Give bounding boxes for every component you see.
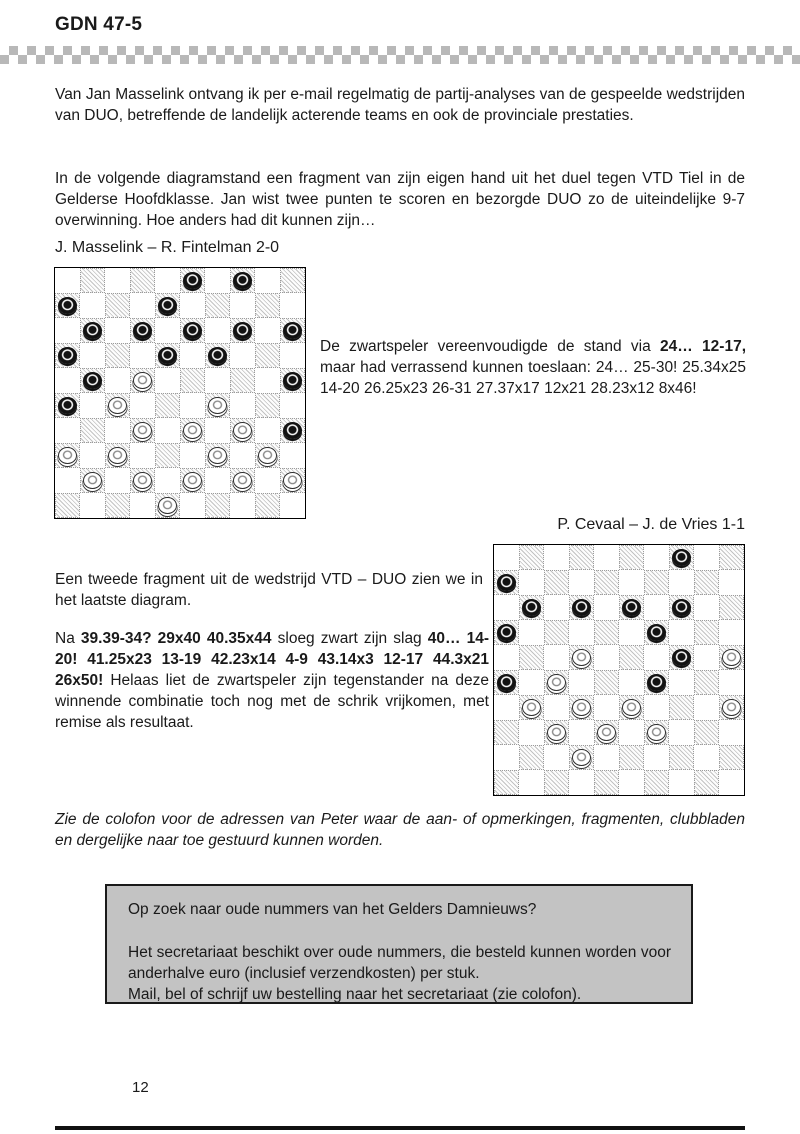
analysis-text: maar had verrassend kunnen toeslaan: 24… 25-30! 25.34x25 14-20 26.25x23 26-31 27.37x17 12x21 28.23x12 8x46! — [320, 359, 746, 397]
light-square — [669, 770, 694, 795]
black-piece — [208, 347, 227, 364]
dark-square — [180, 368, 205, 393]
black-piece — [622, 599, 641, 616]
game-2-intro: Een tweede fragment uit de wedstrijd VTD – DUO zien we in het laatste diagram. — [55, 571, 483, 609]
back-issues-box — [105, 884, 693, 1004]
light-square — [644, 745, 669, 770]
intro-paragraph-2: In de volgende diagramstand een fragment van zijn eigen hand uit het duel tegen VTD Tiel in de Gelderse Hoofdklasse. Jan wist twee punten te scoren en bezorgde DUO zo de uiteindelijke 9-7 overwinning. Hoe anders had dit kunnen zijn… — [55, 170, 745, 229]
dark-square — [519, 645, 544, 670]
white-piece — [108, 397, 127, 414]
white-piece — [722, 699, 741, 716]
intro-paragraph-1: Van Jan Masselink ontvang ik per e-mail regelmatig de partij-analyses van de gespeelde wedstrijden van DUO, betreffende de landelijk acterende teams en ook de provinciale prestaties. — [55, 86, 745, 124]
dark-square — [105, 293, 130, 318]
light-square — [494, 695, 519, 720]
black-piece — [647, 624, 666, 641]
light-square — [80, 443, 105, 468]
white-piece — [572, 749, 591, 766]
light-square — [719, 720, 744, 745]
dark-square — [55, 343, 80, 368]
dark-square — [105, 443, 130, 468]
dark-square — [130, 318, 155, 343]
white-piece — [133, 422, 152, 439]
dark-square — [155, 393, 180, 418]
dark-square — [619, 745, 644, 770]
light-square — [55, 468, 80, 493]
light-square — [669, 570, 694, 595]
dark-square — [669, 695, 694, 720]
analysis-text: sloeg zwart zijn slag — [271, 630, 428, 647]
dark-square — [719, 745, 744, 770]
dark-square — [155, 443, 180, 468]
white-piece — [108, 447, 127, 464]
dark-square — [180, 418, 205, 443]
black-piece — [283, 372, 302, 389]
black-piece — [158, 297, 177, 314]
dark-square — [130, 418, 155, 443]
dark-square — [519, 595, 544, 620]
black-piece — [158, 347, 177, 364]
light-square — [669, 620, 694, 645]
dark-square — [669, 595, 694, 620]
light-square — [494, 745, 519, 770]
light-square — [619, 620, 644, 645]
light-square — [694, 545, 719, 570]
black-piece — [672, 549, 691, 566]
white-piece — [83, 472, 102, 489]
light-square — [230, 343, 255, 368]
dark-square — [205, 393, 230, 418]
dark-square — [255, 443, 280, 468]
light-square — [205, 318, 230, 343]
light-square — [55, 368, 80, 393]
dark-square — [494, 720, 519, 745]
light-square — [155, 268, 180, 293]
dark-square — [544, 620, 569, 645]
game-2-heading: P. Cevaal – J. de Vries 1-1 — [557, 516, 745, 533]
dark-square — [719, 695, 744, 720]
dark-square — [694, 770, 719, 795]
light-square — [569, 770, 594, 795]
dark-square — [80, 368, 105, 393]
dark-square — [544, 770, 569, 795]
dark-square — [280, 368, 305, 393]
black-piece — [133, 322, 152, 339]
dark-square — [569, 695, 594, 720]
white-piece — [208, 447, 227, 464]
dark-square — [105, 393, 130, 418]
dark-square — [619, 645, 644, 670]
light-square — [719, 670, 744, 695]
light-square — [519, 570, 544, 595]
dark-square — [519, 745, 544, 770]
light-square — [255, 318, 280, 343]
dark-square — [255, 343, 280, 368]
dark-square — [205, 293, 230, 318]
white-piece — [722, 649, 741, 666]
light-square — [205, 368, 230, 393]
dark-square — [594, 670, 619, 695]
dark-square — [280, 318, 305, 343]
white-piece — [522, 699, 541, 716]
light-square — [694, 745, 719, 770]
footer-rule — [55, 1126, 745, 1130]
back-issues-body-1: Het secretariaat beschikt over oude nummers, die besteld kunnen worden voor anderhalve euro (inclusief verzendkosten) per stuk. — [128, 944, 671, 982]
light-square — [205, 268, 230, 293]
dark-square — [130, 268, 155, 293]
dark-square — [569, 745, 594, 770]
dark-square — [719, 645, 744, 670]
light-square — [105, 318, 130, 343]
analysis-text: Helaas liet de zwartspeler zijn tegenstander na deze winnende combinatie toch nog met de schrik vrijkomen, met remise als resultaat. — [55, 672, 489, 731]
light-square — [544, 595, 569, 620]
draughts-board-1 — [54, 267, 306, 519]
light-square — [230, 293, 255, 318]
light-square — [55, 318, 80, 343]
checkerboard-divider — [0, 46, 800, 64]
light-square — [594, 645, 619, 670]
light-square — [105, 468, 130, 493]
light-square — [180, 393, 205, 418]
dark-square — [205, 443, 230, 468]
dark-square — [494, 670, 519, 695]
moves-bold-text: 24… 12-17, — [660, 338, 747, 355]
light-square — [519, 770, 544, 795]
light-square — [694, 595, 719, 620]
white-piece — [233, 472, 252, 489]
white-piece — [133, 472, 152, 489]
white-piece — [183, 472, 202, 489]
light-square — [594, 745, 619, 770]
light-square — [519, 670, 544, 695]
light-square — [130, 443, 155, 468]
dark-square — [644, 620, 669, 645]
dark-square — [80, 418, 105, 443]
white-piece — [622, 699, 641, 716]
back-issues-title: Op zoek naar oude nummers van het Gelders Damnieuws? — [128, 901, 537, 918]
dark-square — [569, 545, 594, 570]
light-square — [155, 368, 180, 393]
dark-square — [544, 570, 569, 595]
black-piece — [647, 674, 666, 691]
moves-bold-text: 40… 14-20! 41.25x23 13-19 42.23x14 4-9 43.14x3 12-17 44.3x21 26x50! — [55, 630, 490, 689]
dark-square — [180, 468, 205, 493]
light-square — [569, 620, 594, 645]
dark-square — [719, 595, 744, 620]
white-piece — [283, 472, 302, 489]
light-square — [719, 770, 744, 795]
dark-square — [544, 720, 569, 745]
dark-square — [494, 570, 519, 595]
black-piece — [497, 624, 516, 641]
white-piece — [597, 724, 616, 741]
dark-square — [280, 418, 305, 443]
light-square — [544, 645, 569, 670]
black-piece — [283, 422, 302, 439]
light-square — [594, 545, 619, 570]
light-square — [180, 293, 205, 318]
light-square — [619, 720, 644, 745]
dark-square — [544, 670, 569, 695]
light-square — [669, 670, 694, 695]
light-square — [719, 570, 744, 595]
light-square — [494, 595, 519, 620]
page-title: GDN 47-5 — [55, 14, 143, 35]
black-piece — [58, 397, 77, 414]
draughts-board-2 — [493, 544, 745, 796]
white-piece — [647, 724, 666, 741]
light-square — [719, 620, 744, 645]
light-square — [80, 293, 105, 318]
dark-square — [644, 720, 669, 745]
light-square — [205, 468, 230, 493]
dark-square — [619, 695, 644, 720]
black-piece — [233, 322, 252, 339]
dark-square — [230, 318, 255, 343]
black-piece — [233, 272, 252, 289]
dark-square — [55, 393, 80, 418]
white-piece — [133, 372, 152, 389]
white-piece — [233, 422, 252, 439]
dark-square — [519, 695, 544, 720]
white-piece — [183, 422, 202, 439]
black-piece — [497, 674, 516, 691]
white-piece — [58, 447, 77, 464]
dark-square — [494, 770, 519, 795]
light-square — [280, 443, 305, 468]
black-piece — [58, 297, 77, 314]
light-square — [669, 720, 694, 745]
light-square — [180, 343, 205, 368]
dark-square — [180, 318, 205, 343]
colophon-note: Zie de colofon voor de adressen van Peter waar de aan- of opmerkingen, fragmenten, clubbladen en dergelijke naar toe gestuurd kunnen worden. — [55, 811, 745, 849]
white-piece — [572, 649, 591, 666]
light-square — [130, 343, 155, 368]
dark-square — [644, 570, 669, 595]
light-square — [255, 368, 280, 393]
dark-square — [619, 595, 644, 620]
dark-square — [155, 293, 180, 318]
light-square — [644, 545, 669, 570]
dark-square — [280, 468, 305, 493]
light-square — [230, 443, 255, 468]
light-square — [619, 670, 644, 695]
light-square — [594, 595, 619, 620]
light-square — [255, 268, 280, 293]
light-square — [569, 570, 594, 595]
light-square — [205, 418, 230, 443]
light-square — [494, 645, 519, 670]
game-2-analysis — [55, 628, 489, 733]
dark-square — [230, 418, 255, 443]
light-square — [55, 418, 80, 443]
black-piece — [672, 649, 691, 666]
black-piece — [497, 574, 516, 591]
dark-square — [694, 620, 719, 645]
dark-square — [230, 268, 255, 293]
black-piece — [83, 322, 102, 339]
dark-square — [280, 268, 305, 293]
light-square — [544, 545, 569, 570]
dark-square — [494, 620, 519, 645]
light-square — [255, 418, 280, 443]
black-piece — [283, 322, 302, 339]
light-square — [619, 570, 644, 595]
white-piece — [158, 497, 177, 514]
dark-square — [230, 368, 255, 393]
white-piece — [258, 447, 277, 464]
page-number: 12 — [132, 1079, 149, 1096]
moves-bold-text: 39.39-34? 29x40 40.35x44 — [80, 630, 272, 647]
light-square — [130, 293, 155, 318]
dark-square — [80, 468, 105, 493]
dark-square — [594, 720, 619, 745]
light-square — [255, 468, 280, 493]
light-square — [155, 318, 180, 343]
black-piece — [83, 372, 102, 389]
light-square — [155, 418, 180, 443]
light-square — [494, 545, 519, 570]
light-square — [130, 393, 155, 418]
light-square — [594, 695, 619, 720]
white-piece — [208, 397, 227, 414]
analysis-text: Na — [55, 630, 81, 647]
light-square — [694, 695, 719, 720]
light-square — [180, 443, 205, 468]
white-piece — [572, 699, 591, 716]
analysis-text: De zwartspeler vereenvoudigde de stand via — [320, 338, 661, 355]
dark-square — [719, 545, 744, 570]
dark-square — [519, 545, 544, 570]
game-1-heading: J. Masselink – R. Fintelman 2-0 — [55, 239, 280, 256]
dark-square — [569, 595, 594, 620]
light-square — [105, 418, 130, 443]
dark-square — [180, 268, 205, 293]
dark-square — [669, 745, 694, 770]
dark-square — [669, 645, 694, 670]
light-square — [80, 343, 105, 368]
light-square — [105, 368, 130, 393]
dark-square — [55, 293, 80, 318]
light-square — [230, 393, 255, 418]
dark-square — [130, 368, 155, 393]
light-square — [280, 393, 305, 418]
dark-square — [619, 545, 644, 570]
light-square — [569, 720, 594, 745]
dark-square — [255, 393, 280, 418]
dark-square — [694, 570, 719, 595]
black-piece — [58, 347, 77, 364]
dark-square — [594, 570, 619, 595]
white-piece — [547, 724, 566, 741]
light-square — [80, 393, 105, 418]
dark-square — [594, 770, 619, 795]
light-square — [280, 293, 305, 318]
dark-square — [694, 720, 719, 745]
light-square — [544, 695, 569, 720]
black-piece — [572, 599, 591, 616]
dark-square — [130, 468, 155, 493]
dark-square — [669, 545, 694, 570]
light-square — [280, 343, 305, 368]
white-piece — [547, 674, 566, 691]
black-piece — [522, 599, 541, 616]
dark-square — [694, 670, 719, 695]
dark-square — [644, 670, 669, 695]
dark-square — [255, 293, 280, 318]
light-square — [519, 620, 544, 645]
dark-square — [644, 770, 669, 795]
dark-square — [155, 343, 180, 368]
black-piece — [672, 599, 691, 616]
dark-square — [80, 318, 105, 343]
light-square — [155, 468, 180, 493]
light-square — [644, 645, 669, 670]
dark-square — [230, 468, 255, 493]
dark-square — [569, 645, 594, 670]
light-square — [644, 695, 669, 720]
light-square — [644, 595, 669, 620]
back-issues-body-2: Mail, bel of schrijf uw bestelling naar het secretariaat (zie colofon). — [128, 986, 582, 1003]
dark-square — [205, 343, 230, 368]
black-piece — [183, 272, 202, 289]
light-square — [619, 770, 644, 795]
game-1-analysis — [320, 336, 746, 399]
light-square — [569, 670, 594, 695]
dark-square — [105, 343, 130, 368]
dark-square — [80, 268, 105, 293]
light-square — [694, 645, 719, 670]
light-square — [544, 745, 569, 770]
light-square — [519, 720, 544, 745]
light-square — [55, 268, 80, 293]
dark-square — [594, 620, 619, 645]
light-square — [105, 268, 130, 293]
black-piece — [183, 322, 202, 339]
dark-square — [55, 443, 80, 468]
